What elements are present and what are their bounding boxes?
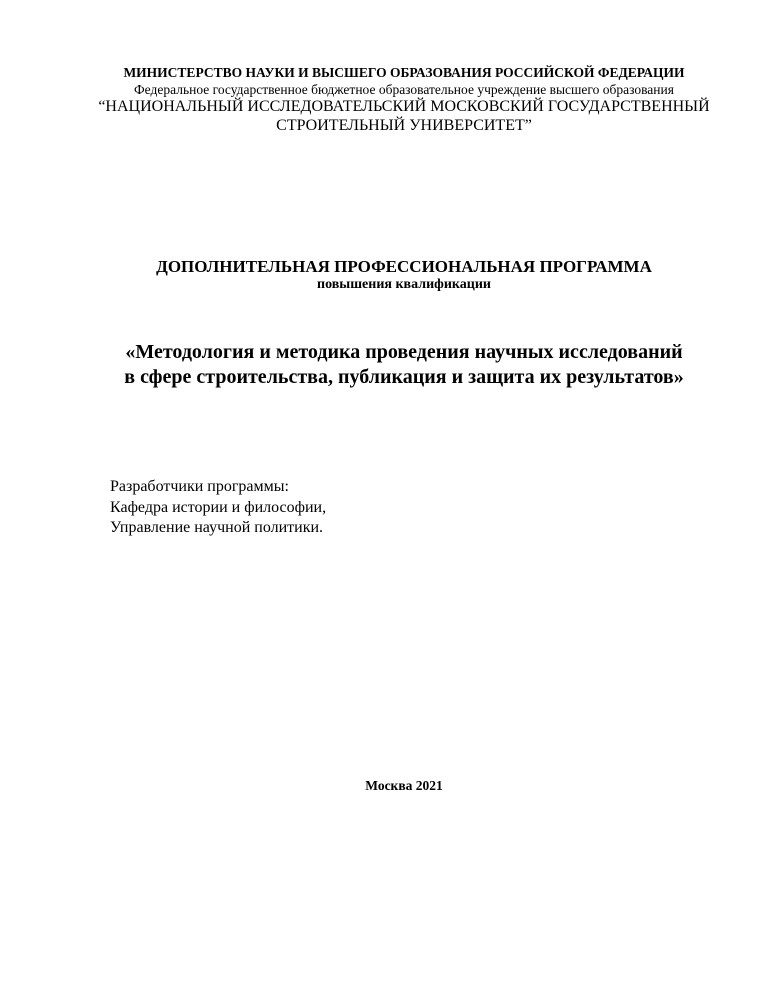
- developers-label: Разработчики программы:: [110, 478, 289, 495]
- university-name-line-2: СТРОИТЕЛЬНЫЙ УНИВЕРСИТЕТ”: [276, 117, 532, 134]
- program-title-line-2: в сфере строительства, публикация и защита их результатов»: [124, 366, 684, 388]
- developer-item: Кафедра истории и философии,: [110, 499, 327, 516]
- city-year: Москва 2021: [365, 778, 443, 793]
- university-name-line-1: “НАЦИОНАЛЬНЫЙ ИССЛЕДОВАТЕЛЬСКИЙ МОСКОВСКИЙ ГОСУДАРСТВЕННЫЙ: [98, 98, 710, 115]
- ministry-name: МИНИСТЕРСТВО НАУКИ И ВЫСШЕГО ОБРАЗОВАНИЯ РОССИЙСКОЙ ФЕДЕРАЦИИ: [123, 65, 685, 80]
- developer-item: Управление научной политики.: [110, 519, 324, 536]
- program-title-line-1: «Методология и методика проведения научных исследований: [125, 341, 683, 363]
- program-kind: повышения квалификации: [317, 277, 491, 292]
- institution-type: Федеральное государственное бюджетное образовательное учреждение высшего образования: [134, 82, 674, 97]
- program-type: ДОПОЛНИТЕЛЬНАЯ ПРОФЕССИОНАЛЬНАЯ ПРОГРАММА: [156, 257, 652, 276]
